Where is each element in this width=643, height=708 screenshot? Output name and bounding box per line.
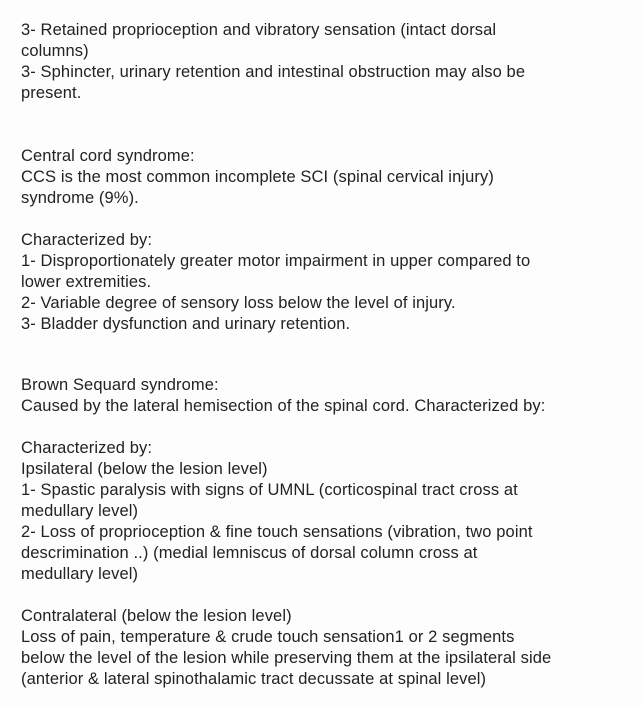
text-line: Characterized by: bbox=[21, 439, 153, 457]
text-line: 2- Variable degree of sensory loss below the level of injury. bbox=[21, 294, 456, 312]
text-line: 3- Retained proprioception and vibratory sensation (intact dorsal bbox=[21, 21, 497, 39]
text-line: 3- Sphincter, urinary retention and intestinal obstruction may also be bbox=[21, 63, 526, 81]
text-line: syndrome (9%). bbox=[21, 189, 139, 207]
text-line: 1- Disproportionately greater motor impairment in upper compared to bbox=[21, 252, 531, 270]
text-line: present. bbox=[21, 84, 82, 102]
section-heading-central-cord: Central cord syndrome: bbox=[21, 147, 195, 165]
text-line: descrimination ..) (medial lemniscus of dorsal column cross at bbox=[21, 544, 478, 562]
text-line: Ipsilateral (below the lesion level) bbox=[21, 460, 268, 478]
text-line: 3- Bladder dysfunction and urinary retention. bbox=[21, 315, 351, 333]
text-line: CCS is the most common incomplete SCI (spinal cervical injury) bbox=[21, 168, 494, 186]
text-line: Loss of pain, temperature & crude touch sensation1 or 2 segments bbox=[21, 628, 515, 646]
text-line: Characterized by: bbox=[21, 231, 153, 249]
text-line: (anterior & lateral spinothalamic tract decussate at spinal level) bbox=[21, 670, 487, 688]
text-line: below the level of the lesion while preserving them at the ipsilateral side bbox=[21, 649, 552, 667]
section-heading-brown-sequard: Brown Sequard syndrome: bbox=[21, 376, 219, 394]
text-line: 2- Loss of proprioception & fine touch sensations (vibration, two point bbox=[21, 523, 533, 541]
text-line: lower extremities. bbox=[21, 273, 152, 291]
text-line: 1- Spastic paralysis with signs of UMNL (corticospinal tract cross at bbox=[21, 481, 518, 499]
text-line: Caused by the lateral hemisection of the spinal cord. Characterized by: bbox=[21, 397, 546, 415]
text-line: columns) bbox=[21, 42, 89, 60]
text-line: Contralateral (below the lesion level) bbox=[21, 607, 292, 625]
text-line: medullary level) bbox=[21, 502, 139, 520]
text-line: medullary level) bbox=[21, 565, 139, 583]
